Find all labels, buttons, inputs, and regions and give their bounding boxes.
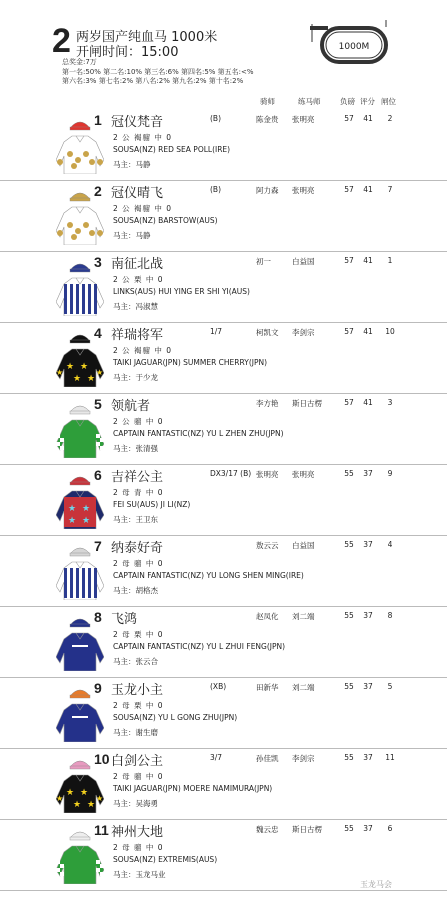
jockey-name: 初一 [256, 257, 271, 266]
horse-number: 6 [94, 467, 102, 483]
horse-number: 1 [94, 112, 102, 128]
barrier-draw: 7 [387, 185, 393, 194]
horse-info: 2 母 栗 中 0 [113, 630, 164, 639]
col-header-rating: 评分 [360, 97, 375, 106]
horse-pedigree: TAIKI JAGUAR(JPN) SUMMER CHERRY(JPN) [113, 358, 268, 367]
race-start-time: 开闸时间：15:00 [76, 45, 179, 60]
horse-info: 2 母 骝 中 0 [113, 843, 164, 852]
carried-weight: 55 [344, 753, 354, 762]
rating: 37 [363, 540, 373, 549]
horse-info: 2 公 褐骝 中 0 [113, 133, 173, 142]
horse-info: 2 公 褐骝 中 0 [113, 346, 173, 355]
runner-row [0, 392, 447, 465]
rating: 41 [363, 256, 373, 265]
runner-row [0, 605, 447, 678]
horse-name: 领航者 [111, 399, 151, 414]
col-header-trainer: 练马师 [298, 97, 321, 106]
horse-info: 2 母 骝 中 0 [113, 772, 164, 781]
horse-owner: 马主：于少龙 [113, 373, 158, 382]
trainer-name: 李剑宗 [292, 328, 315, 337]
svg-text:★: ★ [73, 800, 82, 810]
horse-info: 2 母 青 中 0 [113, 488, 164, 497]
svg-text:★: ★ [80, 362, 89, 372]
horse-info: 2 母 栗 中 0 [113, 701, 164, 710]
race-number: 2 [52, 22, 71, 60]
trainer-name: 白益国 [292, 541, 315, 550]
barrier-draw: 2 [387, 114, 393, 123]
horse-pedigree: SOUSA(NZ) YU L GONG ZHU(JPN) [113, 713, 238, 722]
trainer-name: 刘二端 [292, 683, 315, 692]
trainer-name: 斯日古楞 [292, 399, 322, 408]
carried-weight: 55 [344, 469, 354, 478]
svg-text:★: ★ [56, 368, 64, 377]
svg-text:★: ★ [56, 794, 64, 803]
horse-owner: 马主：马静 [113, 160, 151, 169]
rating: 41 [363, 114, 373, 123]
jockey-name: 张明亮 [256, 470, 279, 479]
svg-text:★: ★ [80, 788, 89, 798]
trainer-name: 白益国 [292, 257, 315, 266]
trainer-name: 张明亮 [292, 115, 315, 124]
rating: 41 [363, 327, 373, 336]
jockey-name: 阿力森 [256, 186, 279, 195]
runner-row [0, 747, 447, 820]
horse-name: 飞鸿 [111, 612, 138, 627]
horse-info: 2 公 骝 中 0 [113, 417, 164, 426]
rating: 37 [363, 682, 373, 691]
jockey-name: 柯凯文 [256, 328, 279, 337]
watermark: 玉龙马会 [360, 880, 392, 889]
carried-weight: 57 [344, 185, 354, 194]
carried-weight: 55 [344, 611, 354, 620]
horse-number: 5 [94, 396, 102, 412]
jockey-name: 李方艳 [256, 399, 279, 408]
horse-gear: (B) [210, 114, 221, 123]
rating: 41 [363, 185, 373, 194]
barrier-draw: 4 [387, 540, 393, 549]
horse-number: 4 [94, 325, 102, 341]
horse-gear: DX3/17 (B) [210, 469, 252, 478]
track-distance-label: 1000M [338, 42, 370, 52]
horse-owner: 马主：张云合 [113, 657, 158, 666]
horse-pedigree: SOUSA(NZ) BARSTOW(AUS) [113, 216, 218, 225]
horse-owner: 马主：王卫东 [113, 515, 158, 524]
svg-text:★: ★ [66, 362, 75, 372]
horse-owner: 马主：玉龙马业 [113, 870, 166, 879]
barrier-draw: 10 [385, 327, 395, 336]
horse-info: 2 公 褐骝 中 0 [113, 204, 173, 213]
carried-weight: 55 [344, 824, 354, 833]
horse-gear: (B) [210, 185, 221, 194]
jockey-name: 赵凤化 [256, 612, 279, 621]
horse-name: 纳泰好奇 [111, 541, 164, 556]
barrier-draw: 11 [385, 753, 395, 762]
carried-weight: 57 [344, 327, 354, 336]
jockey-name: 陈金贵 [256, 115, 279, 124]
svg-text:★: ★ [82, 516, 91, 526]
trainer-name: 张明亮 [292, 470, 315, 479]
horse-gear: 1/7 [210, 327, 223, 336]
runner-row [0, 321, 447, 394]
svg-text:★: ★ [82, 504, 91, 514]
carried-weight: 57 [344, 256, 354, 265]
race-title: 两岁国产纯血马 1000米 [76, 30, 218, 45]
svg-text:★: ★ [66, 788, 75, 798]
horse-number: 2 [94, 183, 102, 199]
horse-name: 冠仪梵音 [111, 115, 164, 130]
barrier-draw: 8 [387, 611, 393, 620]
barrier-draw: 3 [387, 398, 393, 407]
svg-text:★: ★ [68, 516, 77, 526]
prize-breakdown [62, 58, 254, 87]
rating: 41 [363, 398, 373, 407]
runner-row [0, 179, 447, 252]
svg-text:★: ★ [87, 374, 96, 384]
horse-name: 祥瑞将军 [111, 328, 164, 343]
prize-line: 第六名:3% 第七名:2% 第八名:2% 第九名:2% 第十名:2% [62, 77, 244, 85]
jockey-name: 孙佳凯 [256, 754, 279, 763]
svg-text:★: ★ [96, 794, 104, 803]
horse-number: 9 [94, 680, 102, 696]
col-header-weight: 负磅 [340, 97, 355, 106]
runner-row [0, 108, 447, 181]
rating: 37 [363, 611, 373, 620]
carried-weight: 57 [344, 398, 354, 407]
trainer-name: 刘二端 [292, 612, 315, 621]
rating: 37 [363, 753, 373, 762]
runner-row [0, 534, 447, 607]
runner-row [0, 676, 447, 749]
barrier-draw: 6 [387, 824, 393, 833]
svg-text:★: ★ [68, 504, 77, 514]
horse-name: 吉祥公主 [111, 470, 164, 485]
runner-row [0, 463, 447, 536]
horse-name: 玉龙小主 [111, 683, 164, 698]
trainer-name: 张明亮 [292, 186, 315, 195]
horse-pedigree: CAPTAIN FANTASTIC(NZ) YU LONG SHEN MING(IRE) [113, 571, 304, 580]
horse-number: 10 [94, 751, 110, 767]
horse-owner: 马主：冯淑慧 [113, 302, 158, 311]
jockey-name: 魏云忠 [256, 825, 279, 834]
horse-number: 3 [94, 254, 102, 270]
barrier-draw: 9 [387, 469, 393, 478]
horse-number: 11 [94, 822, 109, 838]
horse-owner: 马主：胡格杰 [113, 586, 158, 595]
horse-name: 白剑公主 [111, 754, 164, 769]
horse-owner: 马主：马静 [113, 231, 151, 240]
horse-pedigree: TAIKI JAGUAR(JPN) MOERE NAMIMURA(JPN) [113, 784, 273, 793]
carried-weight: 55 [344, 682, 354, 691]
horse-pedigree: SOUSA(NZ) EXTREMIS(AUS) [113, 855, 218, 864]
horse-pedigree: CAPTAIN FANTASTIC(NZ) YU L ZHEN ZHU(JPN) [113, 429, 284, 438]
horse-owner: 马主：谢生磨 [113, 728, 158, 737]
prize-line: 总奖金:7万 [62, 58, 97, 66]
prize-line: 第一名:50% 第二名:10% 第三名:6% 第四名:5% 第五名:<% [62, 67, 254, 76]
horse-number: 8 [94, 609, 102, 625]
rating: 37 [363, 824, 373, 833]
horse-owner: 马主：吴海勇 [113, 799, 158, 808]
horse-pedigree: LINKS(AUS) HUI YING ER SHI YI(AUS) [113, 287, 250, 296]
horse-pedigree: FEI SU(AUS) JI LI(NZ) [113, 500, 191, 509]
horse-name: 南征北战 [111, 257, 164, 272]
trainer-name: 斯日古楞 [292, 825, 322, 834]
svg-text:★: ★ [87, 800, 96, 810]
horse-owner: 马主：张清强 [113, 444, 158, 453]
horse-name: 神州大地 [111, 825, 164, 840]
jockey-name: 田新华 [256, 683, 279, 692]
runner-row [0, 250, 447, 323]
rating: 37 [363, 469, 373, 478]
horse-number: 7 [94, 538, 102, 554]
horse-name: 冠仪晴飞 [111, 186, 164, 201]
horse-pedigree: CAPTAIN FANTASTIC(NZ) YU L ZHUI FENG(JPN) [113, 642, 286, 651]
svg-text:★: ★ [96, 368, 104, 377]
jockey-name: 敖云云 [256, 541, 279, 550]
race-header [0, 0, 447, 106]
barrier-draw: 1 [387, 256, 393, 265]
horse-gear: (XB) [210, 682, 227, 691]
horse-info: 2 公 栗 中 0 [113, 275, 164, 284]
horse-gear: 3/7 [210, 753, 223, 762]
col-header-jockey: 骑师 [260, 97, 275, 106]
carried-weight: 55 [344, 540, 354, 549]
horse-info: 2 母 骝 中 0 [113, 559, 164, 568]
col-header-draw: 闸位 [381, 97, 396, 106]
barrier-draw: 5 [387, 682, 393, 691]
svg-text:★: ★ [73, 374, 82, 384]
track-map-icon [308, 16, 398, 72]
trainer-name: 李剑宗 [292, 754, 315, 763]
horse-pedigree: SOUSA(NZ) RED SEA POLL(IRE) [113, 145, 231, 154]
carried-weight: 57 [344, 114, 354, 123]
